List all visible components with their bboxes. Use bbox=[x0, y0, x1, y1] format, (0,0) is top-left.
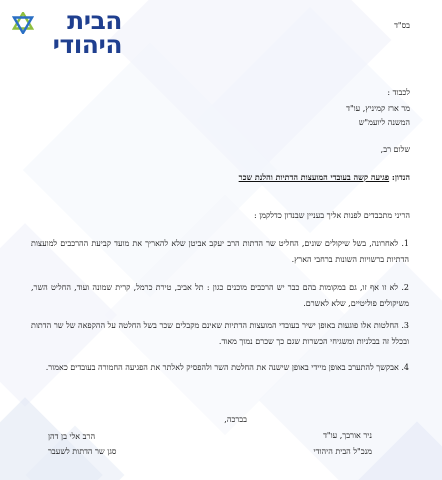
signature-left-title: סגן שר הדתות לשעבר bbox=[48, 447, 117, 456]
star-of-david-icon bbox=[12, 12, 34, 34]
logo-line-2: היהודי bbox=[52, 30, 122, 59]
bsd-mark: בס"ד bbox=[394, 21, 410, 30]
closing: בברכה, bbox=[224, 415, 247, 424]
subject-label: הנדון: bbox=[391, 172, 410, 182]
logo-line-1: הבית bbox=[67, 6, 122, 35]
paragraph-3: 3. החלטות אלו פוגעות באופן ישיר בעובדי המועצות הדתיות שאינם מקבלים שכר בשל החלטה על ההקפאה של שר הדתות ובכלל זה בבלניות ומשגיחי הכשרות שגם כך שכרם נמוך מאוד. bbox=[31, 321, 409, 346]
signature-right-name: ניר אורבך, עו"ד bbox=[323, 431, 372, 440]
party-logo bbox=[10, 6, 122, 58]
greeting: שלום רב, bbox=[380, 145, 410, 154]
recipient-title: המשנה ליועמ"ש bbox=[358, 118, 410, 127]
signature-left-name: הרב אלי בן דהן bbox=[48, 432, 96, 441]
subject-text: פגיעה קשה בעובדי המועצות הדתיות והלנת שכר bbox=[238, 172, 390, 182]
recipient-to: לכבוד : bbox=[387, 88, 410, 97]
paragraph-1: 1. לאחרונה, בשל שיקולים שונים, החליט שר הדתות הרב יעקב אביטן שלא להאריך את מועד קביעת ההרכבים למועצות הדתיות ברשויות השונות ברחבי הארץ. bbox=[31, 239, 409, 264]
signature-right-title: מנכ"ל הבית היהודי bbox=[313, 447, 372, 456]
subject-line bbox=[239, 171, 410, 183]
recipient-name: מר ארז קמיניץ, עו"ד bbox=[346, 104, 410, 113]
paragraph-4: 4. אבקשך להתערב באופן מיידי באופן שישנה את החלטת השר ולהפסיק לאלתר את הפגיעה החמורה בעובדים כאמור. bbox=[45, 363, 409, 372]
intro-text: הריני מתכבדים לפנות אליך בעניין שבנדון כדלקמן : bbox=[253, 211, 410, 220]
paragraph-2: 2. לא זו אף זו, גם במקומות בהם כבר יש הרכבים מוכנים כגון : תל אביב, טירת כרמל, קרית שמונה ועוד, החליט השר, משיקולים פוליטיים, שלא לאשרם. bbox=[31, 283, 409, 308]
